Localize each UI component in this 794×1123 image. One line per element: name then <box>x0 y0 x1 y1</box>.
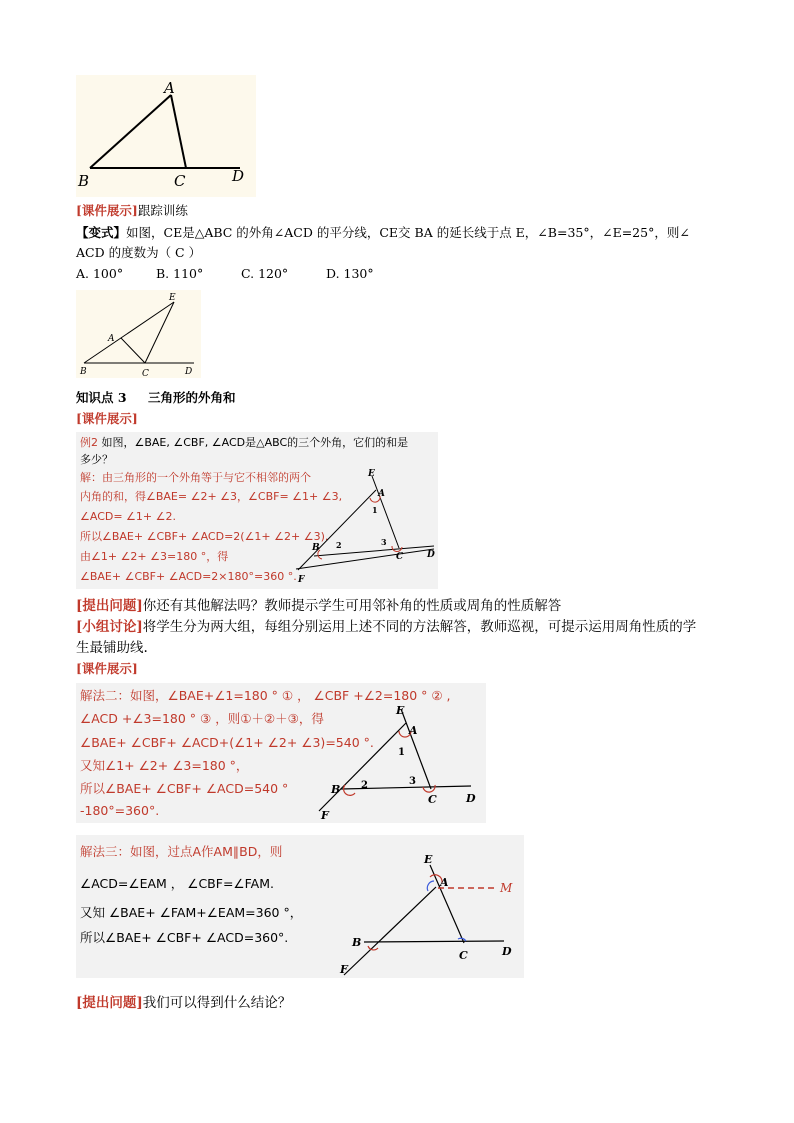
fig2-label-e: E <box>169 293 176 303</box>
group-discussion-line-1 <box>76 617 696 637</box>
m2-label-b: B <box>331 783 341 796</box>
section-title: 跟踪训练 <box>137 203 188 218</box>
method2-line-3: ∠BAE+ ∠CBF+ ∠ACD+(∠1+ ∠2+ ∠3)=540 °. <box>80 735 374 750</box>
method3-line-4: 所以∠BAE+ ∠CBF+ ∠ACD=360°. <box>80 930 289 945</box>
method3-panel <box>76 835 524 978</box>
method2-panel <box>76 683 486 823</box>
fig2-label-b: B <box>80 367 87 377</box>
ex2-label-e: E <box>368 469 375 479</box>
option-c: C. 120° <box>241 266 289 281</box>
fig2-label-a: A <box>108 334 115 344</box>
method2-line-5: 所以∠BAE+ ∠CBF+ ∠ACD=540 ° <box>80 781 289 796</box>
fig1-label-c: C <box>174 172 186 190</box>
section-tag-3: [课件展示] <box>76 661 138 676</box>
m2-label-a: A <box>409 724 418 737</box>
variant-line-1 <box>76 223 690 243</box>
method2-line-1: 解法二：如图，∠BAE+∠1=180 ° ① ， ∠CBF +∠2=180 ° ② , <box>80 688 451 703</box>
group-discussion-tag: [小组讨论] <box>76 619 143 635</box>
m2-label-c: C <box>428 793 437 806</box>
example2-answer-5: 由∠1+ ∠2+ ∠3=180 °，得 <box>80 550 229 563</box>
ex2-label-c: C <box>396 552 404 562</box>
variant-options <box>76 264 374 284</box>
example2-question-2: 多少？ <box>80 453 113 466</box>
variant-text-1: 如图，CE是△ABC 的外角∠ACD 的平分线，CE交 BA 的延长线于点 E，∠B=35°，∠E=25°，则∠ <box>126 225 690 240</box>
ex2-label-d: D <box>427 550 435 560</box>
fig1-label-d: D <box>232 167 245 185</box>
ex2-angle-1: 1 <box>372 505 378 515</box>
triangle-figure-1 <box>76 75 256 197</box>
section-tag: [课件展示] <box>76 203 138 218</box>
example2-answer-3: ∠ACD= ∠1+ ∠2. <box>80 510 176 523</box>
method3-line-3: 又知 ∠BAE+ ∠FAM+∠EAM=360 °， <box>80 905 303 920</box>
example2-panel <box>76 432 438 589</box>
knowledge-title: 三角形的外角和 <box>148 390 236 405</box>
group-discussion-line-2: 生最铺助线. <box>76 640 148 656</box>
example2-answer-2: 内角的和，得∠BAE= ∠2+ ∠3，∠CBF= ∠1+ ∠3, <box>80 490 343 503</box>
method3-line-2: ∠ACD=∠EAM ， ∠CBF=∠FAM. <box>80 876 274 891</box>
m2-label-d: D <box>466 792 476 805</box>
ex2-label-f: F <box>298 575 305 584</box>
example2-label: 例2 <box>80 436 98 449</box>
m3-label-a: A <box>440 876 449 889</box>
method2-line-2: ∠ACD +∠3=180 ° ③ ，则①＋②＋③，得 <box>80 711 324 726</box>
option-a: A. 100° <box>76 266 124 281</box>
final-question-line <box>76 993 291 1013</box>
m3-label-m: M <box>500 881 513 895</box>
method2-line-4: 又知∠1+ ∠2+ ∠3=180 °， <box>80 758 249 773</box>
example2-triangle-figure <box>294 464 438 584</box>
m2-angle-3: 3 <box>409 776 416 787</box>
m3-label-c: C <box>459 949 468 962</box>
group-discussion-text-1: 将学生分为两大组，每组分别运用上述不同的方法解答，教师巡视，可提示运用周角性质的学 <box>142 619 697 635</box>
final-question-text: 我们可以得到什么结论？ <box>142 995 292 1011</box>
example2-answer-4: 所以∠BAE+ ∠CBF+ ∠ACD=2(∠1+ ∠2+ ∠3). <box>80 530 329 543</box>
method2-triangle-figure <box>311 701 481 821</box>
method3-line-1: 解法三：如图，过点A作AM∥BD，则 <box>80 844 283 859</box>
raise-question-line <box>76 596 561 616</box>
variant-tag: 【变式】 <box>76 225 127 240</box>
final-question-tag: [提出问题] <box>76 995 143 1011</box>
fig2-label-c: C <box>142 369 149 378</box>
m3-label-d: D <box>502 945 512 958</box>
knowledge-number: 知识点 3 <box>76 390 127 405</box>
ex2-label-a: A <box>378 489 385 499</box>
m3-label-f: F <box>340 963 348 976</box>
triangle-figure-2 <box>76 290 201 378</box>
m2-angle-1: 1 <box>398 747 405 758</box>
example2-question-1 <box>80 433 408 453</box>
section-heading-tracking <box>76 201 188 221</box>
ex2-label-b: B <box>312 543 320 553</box>
knowledge-point-heading <box>76 388 236 408</box>
raise-question-text: 你还有其他解法吗？教师提示学生可用邻补角的性质或周角的性质解答 <box>142 598 562 614</box>
example2-answer-6: ∠BAE+ ∠CBF+ ∠ACD=2×180°=360 °. <box>80 570 297 583</box>
example2-question-text: 如图，∠BAE, ∠CBF, ∠ACD是△ABC的三个外角，它们的和是 <box>98 436 409 449</box>
method3-triangle-figure <box>334 847 522 977</box>
m3-label-e: E <box>424 853 433 866</box>
ex2-angle-3: 3 <box>381 537 387 547</box>
option-b: B. 110° <box>156 266 204 281</box>
section-tag-2: [课件展示] <box>76 411 138 426</box>
variant-line-2: ACD 的度数为（ C ） <box>76 245 202 260</box>
m2-angle-2: 2 <box>361 780 368 791</box>
fig2-label-d: D <box>185 367 193 377</box>
method2-line-6: -180°=360°. <box>80 803 160 818</box>
m2-label-f: F <box>321 809 329 821</box>
fig1-label-a: A <box>164 79 175 97</box>
m2-label-e: E <box>396 704 405 717</box>
fig1-label-b: B <box>78 172 90 190</box>
option-d: D. 130° <box>326 266 374 281</box>
example2-answer-1: 解：由三角形的一个外角等于与它不相邻的两个 <box>80 471 311 484</box>
ex2-angle-2: 2 <box>336 540 342 550</box>
m3-label-b: B <box>352 936 362 949</box>
raise-question-tag: [提出问题] <box>76 598 143 614</box>
